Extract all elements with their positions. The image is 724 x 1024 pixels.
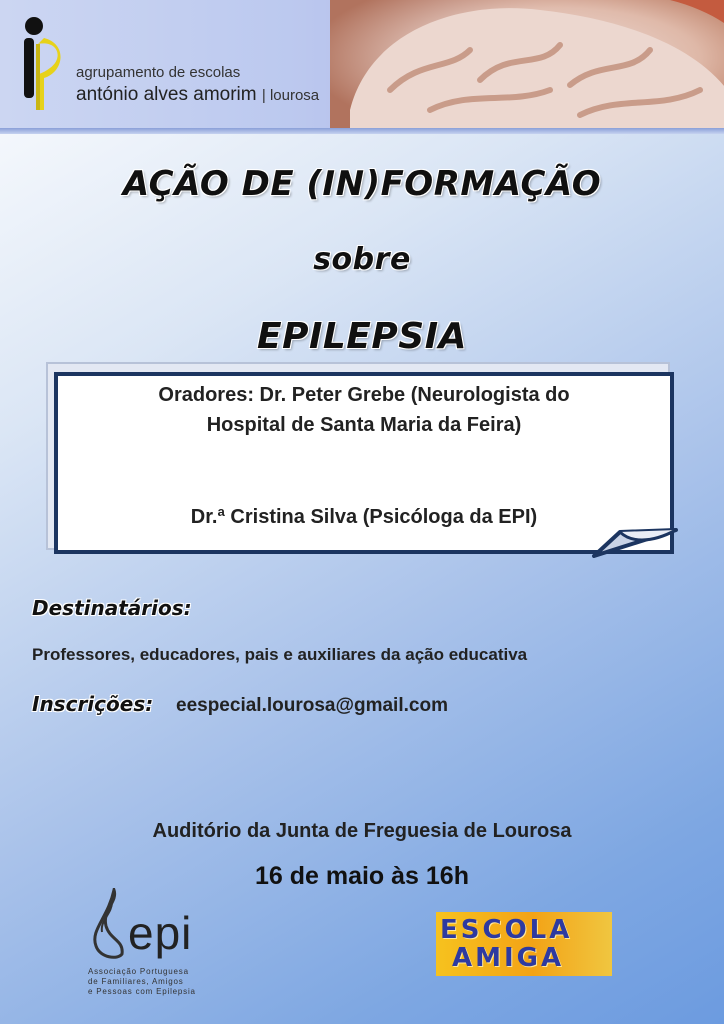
school-location: | lourosa <box>261 87 320 104</box>
escola-amiga-line2: AMIGA <box>452 943 565 973</box>
audience-text: Professores, educadores, pais e auxiliares da ação educativa <box>32 645 528 664</box>
escola-amiga-logo <box>436 912 612 976</box>
speaker-1-line2: Hospital de Santa Maria da Feira) <box>206 414 522 436</box>
registration-email[interactable]: eespecial.lourosa@gmail.com <box>176 695 448 716</box>
epi-flame-icon <box>88 888 128 960</box>
school-name: antónio alves amorim <box>76 84 257 105</box>
event-date: 16 de maio às 16h <box>254 862 469 890</box>
page-title: AÇÃO DE (IN)FORMAÇÃO <box>122 164 602 204</box>
audience-label: Destinatários: <box>32 596 192 620</box>
epi-logo-text: epi <box>128 907 193 959</box>
speaker-1-line1: Oradores: Dr. Peter Grebe (Neurologista do <box>158 384 570 406</box>
registration-label: Inscrições: <box>32 692 154 716</box>
epi-logo-subtitle: Associação Portuguesa de Familiares, Amigos e Pessoas com Epilepsia <box>88 967 196 996</box>
school-name-line1: agrupamento de escolas <box>76 64 241 81</box>
school-logo-icon <box>14 14 66 110</box>
header-divider <box>0 128 724 134</box>
speakers-text <box>54 380 674 440</box>
brain-image <box>330 0 724 134</box>
escola-amiga-line1: ESCOLA <box>440 915 573 945</box>
speaker-2: Dr.ª Cristina Silva (Psicóloga da EPI) <box>190 506 538 528</box>
event-venue: Auditório da Junta de Freguesia de Lourosa <box>152 820 572 842</box>
school-name-line2 <box>76 84 319 106</box>
header-banner <box>0 0 724 134</box>
title-connector: sobre <box>313 242 411 277</box>
title-topic: EPILEPSIA <box>257 316 467 357</box>
